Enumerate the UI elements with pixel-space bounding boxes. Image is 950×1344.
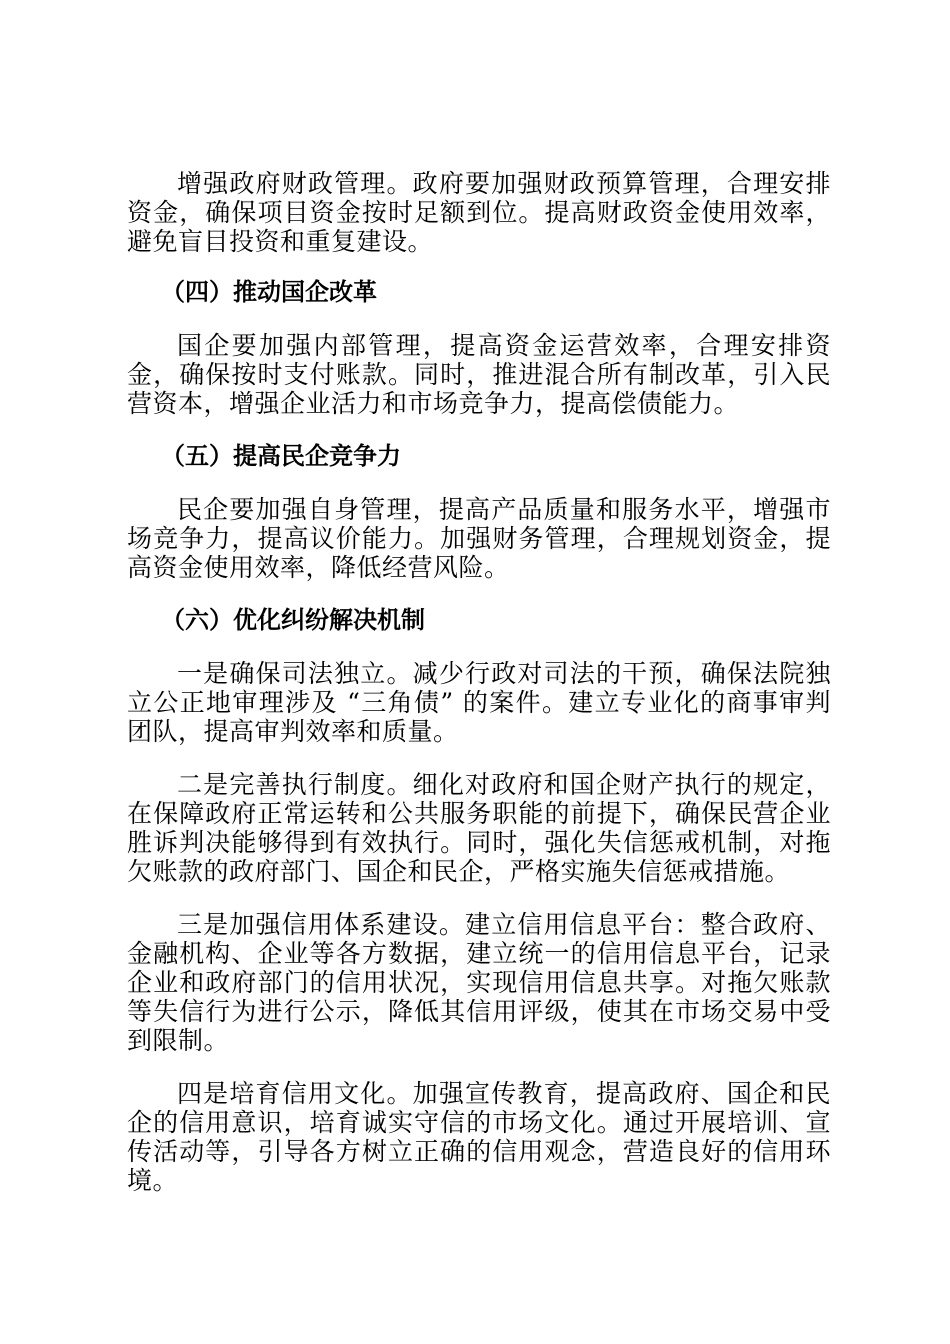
paragraph-soe-reform: 国企要加强内部管理，提高资金运营效率，合理安排资金，确保按时支付账款。同时，推进混合所有制改革，引入民营资本，增强企业活力和市场竞争力，提高偿债能力。 <box>127 331 831 418</box>
section-heading-private-competitiveness: （五）提高民企竞争力 <box>161 442 401 470</box>
paragraph-credit-culture: 四是培育信用文化。加强宣传教育，提高政府、国企和民企的信用意识，培育诚实守信的市场文化。通过开展培训、宣传活动等，引导各方树立正确的信用观念，营造良好的信用环境。 <box>127 1079 831 1195</box>
paragraph-judicial-independence: 一是确保司法独立。减少行政对司法的干预，确保法院独立公正地审理涉及 “三角债” 的案件。建立专业化的商事审判团队，提高审判效率和质量。 <box>127 659 831 746</box>
paragraph-private-competitiveness: 民企要加强自身管理，提高产品质量和服务水平，增强市场竞争力，提高议价能力。加强财务管理，合理规划资金，提高资金使用效率，降低经营风险。 <box>127 495 831 582</box>
paragraph-enforcement-system: 二是完善执行制度。细化对政府和国企财产执行的规定，在保障政府正常运转和公共服务职能的前提下，确保民营企业胜诉判决能够得到有效执行。同时，强化失信惩戒机制，对拖欠账款的政府部门、国企和民企，严格实施失信惩戒措施。 <box>127 770 831 886</box>
document-page <box>127 169 831 1195</box>
paragraph-credit-system: 三是加强信用体系建设。建立信用信息平台：整合政府、金融机构、企业等各方数据，建立统一的信用信息平台，记录企业和政府部门的信用状况，实现信用信息共享。对拖欠账款等失信行为进行公示，降低其信用评级，使其在市场交易中受到限制。 <box>127 910 831 1055</box>
section-heading-dispute-resolution: （六）优化纠纷解决机制 <box>161 606 425 634</box>
paragraph-fiscal-management: 增强政府财政管理。政府要加强财政预算管理，合理安排资金，确保项目资金按时足额到位。提高财政资金使用效率，避免盲目投资和重复建设。 <box>127 169 831 256</box>
section-heading-soe-reform: （四）推动国企改革 <box>161 278 377 306</box>
